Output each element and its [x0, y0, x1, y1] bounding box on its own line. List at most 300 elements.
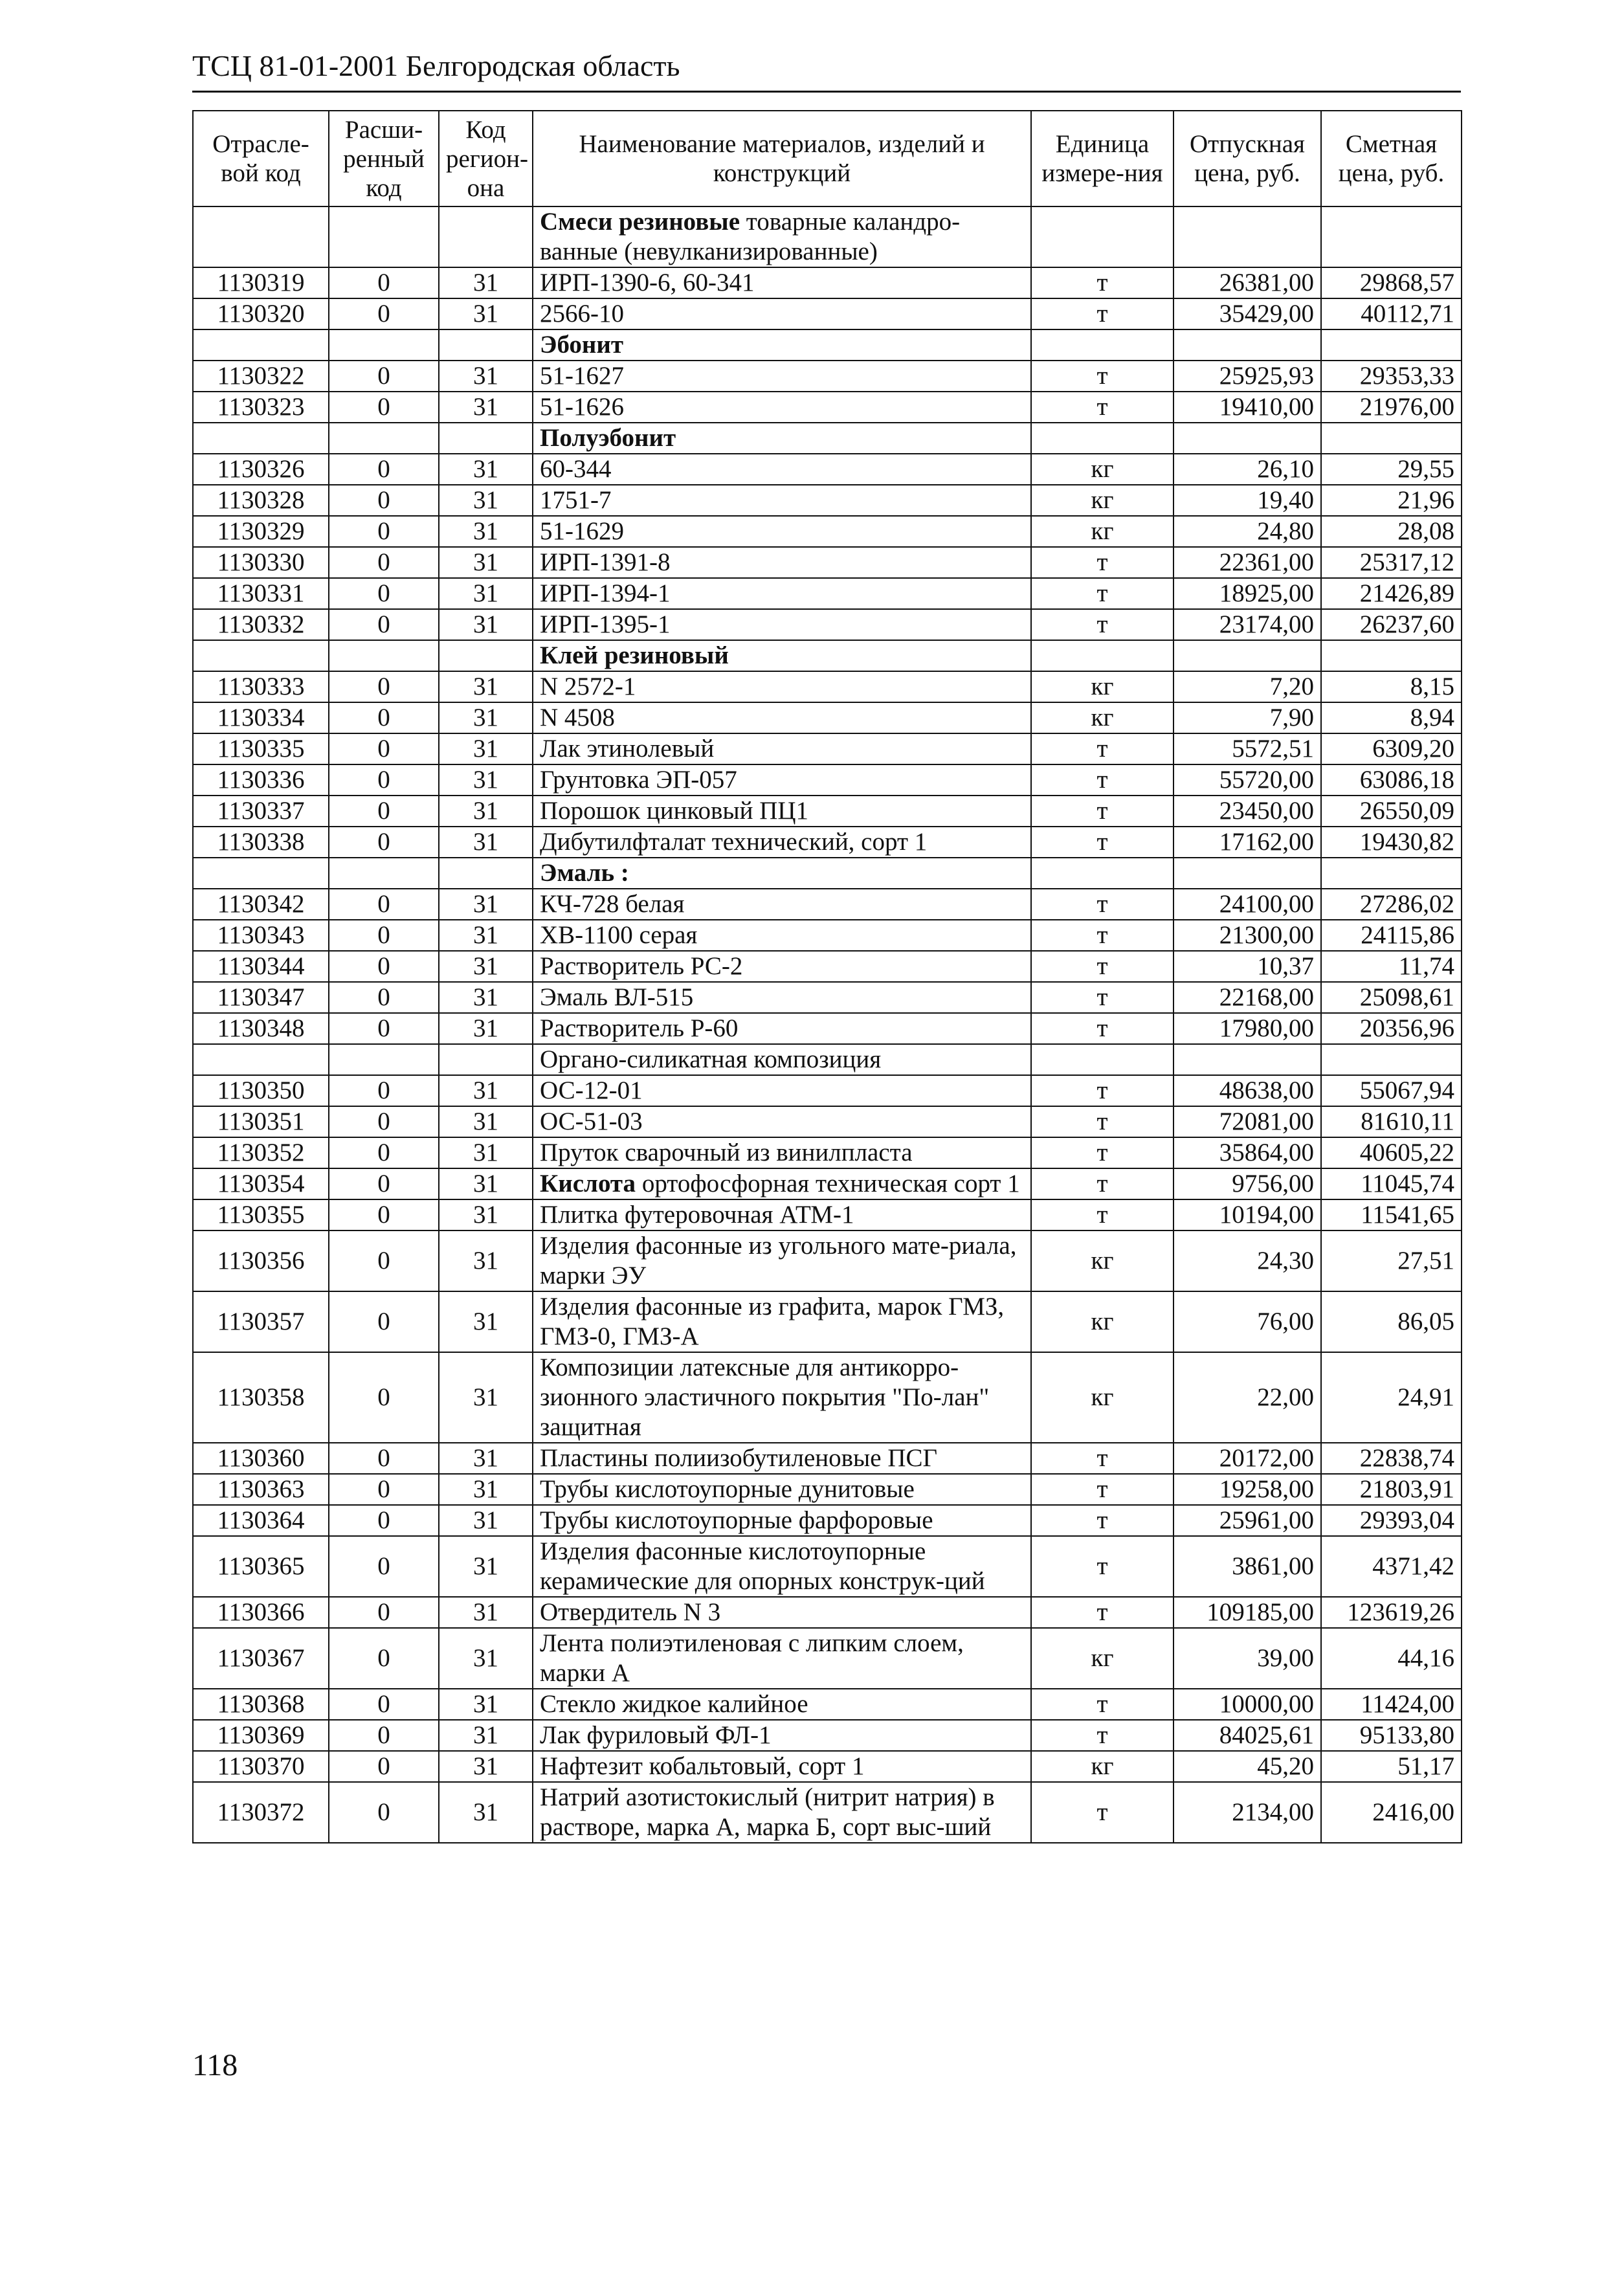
cell-ext: 0 [329, 1106, 439, 1137]
cell-code: 1130338 [193, 827, 329, 858]
cell-code: 1130357 [193, 1291, 329, 1352]
table-row [193, 1474, 1462, 1505]
cell-ext: 0 [329, 1231, 439, 1291]
cell-region: 31 [439, 1689, 533, 1720]
cell-estimate-price: 81610,11 [1321, 1106, 1462, 1137]
cell-unit: кг [1031, 1231, 1174, 1291]
cell-region: 31 [439, 1106, 533, 1137]
cell-name-bold: Кислота [540, 1170, 636, 1197]
cell-code: 1130369 [193, 1720, 329, 1751]
cell-estimate-price: 11541,65 [1321, 1199, 1462, 1231]
cell-name-text: N 2572-1 [540, 673, 636, 700]
cell-ext: 0 [329, 1751, 439, 1782]
empty-cell [329, 329, 439, 361]
cell-region: 31 [439, 827, 533, 858]
column-header-unit: Единица измере-ния [1031, 111, 1174, 206]
empty-cell [1031, 329, 1174, 361]
table-row [193, 1199, 1462, 1231]
cell-unit: т [1031, 1782, 1174, 1843]
cell-name [533, 609, 1031, 640]
cell-unit: т [1031, 578, 1174, 609]
cell-unit: кг [1031, 516, 1174, 547]
cell-region: 31 [439, 1751, 533, 1782]
empty-cell [1321, 329, 1462, 361]
cell-release-price: 26,10 [1174, 454, 1321, 485]
cell-ext: 0 [329, 827, 439, 858]
cell-release-price: 25961,00 [1174, 1505, 1321, 1536]
cell-estimate-price: 4371,42 [1321, 1536, 1462, 1597]
cell-unit: т [1031, 267, 1174, 298]
cell-name [533, 298, 1031, 329]
cell-release-price: 24,30 [1174, 1231, 1321, 1291]
cell-release-price: 2134,00 [1174, 1782, 1321, 1843]
cell-release-price: 22361,00 [1174, 547, 1321, 578]
cell-name [533, 578, 1031, 609]
table-row [193, 1013, 1462, 1044]
cell-region: 31 [439, 1505, 533, 1536]
table-row [193, 1505, 1462, 1536]
cell-estimate-price: 40112,71 [1321, 298, 1462, 329]
table-row [193, 702, 1462, 733]
cell-name-text: 60-344 [540, 455, 612, 483]
cell-release-price: 22168,00 [1174, 982, 1321, 1013]
table-row [193, 982, 1462, 1013]
column-header-region: Код регион-она [439, 111, 533, 206]
cell-release-price: 48638,00 [1174, 1075, 1321, 1106]
cell-release-price: 19258,00 [1174, 1474, 1321, 1505]
column-header-estimate-price: Сметная цена, руб. [1321, 111, 1462, 206]
cell-name-text: Стекло жидкое калийное [540, 1690, 808, 1718]
cell-estimate-price: 6309,20 [1321, 733, 1462, 764]
cell-ext: 0 [329, 298, 439, 329]
table-row [193, 516, 1462, 547]
cell-name [533, 1291, 1031, 1352]
cell-name-text: Изделия фасонные из графита, марок ГМЗ, ГМЗ-0, ГМЗ-А [540, 1293, 1005, 1350]
cell-release-price: 23174,00 [1174, 609, 1321, 640]
cell-name-text: Грунтовка ЭП-057 [540, 766, 737, 794]
cell-name [533, 733, 1031, 764]
page-header: ТСЦ 81-01-2001 Белгородская область [192, 47, 1461, 93]
cell-name-text: Плитка футеровочная АТМ-1 [540, 1201, 854, 1229]
cell-region: 31 [439, 1536, 533, 1597]
empty-cell [329, 858, 439, 889]
cell-unit: т [1031, 951, 1174, 982]
table-row [193, 920, 1462, 951]
cell-estimate-price: 29,55 [1321, 454, 1462, 485]
table-row [193, 1751, 1462, 1782]
cell-release-price: 55720,00 [1174, 764, 1321, 796]
section-title-rest: товарные каландро-ванные (невулканизированные) [540, 208, 961, 265]
cell-unit: т [1031, 1597, 1174, 1628]
cell-name [533, 827, 1031, 858]
page-number: 118 [192, 2048, 238, 2082]
cell-name [533, 702, 1031, 733]
cell-unit: т [1031, 1720, 1174, 1751]
empty-cell [1031, 858, 1174, 889]
table-row [193, 951, 1462, 982]
cell-estimate-price: 21,96 [1321, 485, 1462, 516]
cell-release-price: 5572,51 [1174, 733, 1321, 764]
cell-estimate-price: 29868,57 [1321, 267, 1462, 298]
cell-unit: т [1031, 796, 1174, 827]
cell-region: 31 [439, 609, 533, 640]
cell-code: 1130326 [193, 454, 329, 485]
cell-name [533, 1536, 1031, 1597]
section-title [533, 329, 1031, 361]
cell-code: 1130322 [193, 361, 329, 392]
cell-code: 1130330 [193, 547, 329, 578]
cell-name [533, 1106, 1031, 1137]
cell-region: 31 [439, 485, 533, 516]
cell-release-price: 21300,00 [1174, 920, 1321, 951]
empty-cell [439, 423, 533, 454]
section-row [193, 1044, 1462, 1075]
section-title-bold: Полуэбонит [540, 424, 676, 452]
empty-cell [1031, 1044, 1174, 1075]
section-row [193, 206, 1462, 267]
cell-unit: т [1031, 298, 1174, 329]
cell-ext: 0 [329, 1782, 439, 1843]
cell-ext: 0 [329, 1505, 439, 1536]
table-row [193, 889, 1462, 920]
cell-unit: т [1031, 920, 1174, 951]
cell-region: 31 [439, 547, 533, 578]
cell-region: 31 [439, 578, 533, 609]
cell-release-price: 45,20 [1174, 1751, 1321, 1782]
cell-estimate-price: 25098,61 [1321, 982, 1462, 1013]
cell-release-price: 17162,00 [1174, 827, 1321, 858]
cell-ext: 0 [329, 361, 439, 392]
table-row [193, 1443, 1462, 1474]
cell-name [533, 1505, 1031, 1536]
cell-estimate-price: 29393,04 [1321, 1505, 1462, 1536]
cell-estimate-price: 27286,02 [1321, 889, 1462, 920]
cell-name-text: Лак фуриловый ФЛ-1 [540, 1721, 772, 1749]
empty-cell [1321, 858, 1462, 889]
cell-name-text: Растворитель РС-2 [540, 952, 743, 980]
table-row [193, 267, 1462, 298]
cell-release-price: 18925,00 [1174, 578, 1321, 609]
cell-name-text: Эмаль ВЛ-515 [540, 983, 694, 1011]
empty-cell [439, 1044, 533, 1075]
cell-unit: т [1031, 609, 1174, 640]
cell-code: 1130366 [193, 1597, 329, 1628]
cell-name-text: Трубы кислотоупорные фарфоровые [540, 1506, 933, 1534]
section-title [533, 423, 1031, 454]
cell-estimate-price: 8,94 [1321, 702, 1462, 733]
cell-estimate-price: 123619,26 [1321, 1597, 1462, 1628]
cell-code: 1130356 [193, 1231, 329, 1291]
cell-region: 31 [439, 1291, 533, 1352]
cell-name-text: Трубы кислотоупорные дунитовые [540, 1475, 915, 1503]
section-title-rest: Органо-силикатная композиция [540, 1045, 882, 1073]
cell-release-price: 10,37 [1174, 951, 1321, 982]
cell-estimate-price: 25317,12 [1321, 547, 1462, 578]
cell-code: 1130350 [193, 1075, 329, 1106]
cell-ext: 0 [329, 392, 439, 423]
cell-region: 31 [439, 1231, 533, 1291]
cell-ext: 0 [329, 796, 439, 827]
column-header-ext: Расши-ренный код [329, 111, 439, 206]
table-row [193, 764, 1462, 796]
table-row [193, 1689, 1462, 1720]
table-row [193, 298, 1462, 329]
table-row [193, 1720, 1462, 1751]
empty-cell [1321, 423, 1462, 454]
cell-code: 1130370 [193, 1751, 329, 1782]
table-row [193, 733, 1462, 764]
empty-cell [1174, 1044, 1321, 1075]
empty-cell [329, 206, 439, 267]
section-row [193, 640, 1462, 671]
cell-release-price: 76,00 [1174, 1291, 1321, 1352]
cell-name [533, 1013, 1031, 1044]
cell-ext: 0 [329, 1199, 439, 1231]
cell-code: 1130363 [193, 1474, 329, 1505]
cell-region: 31 [439, 951, 533, 982]
cell-unit: т [1031, 1443, 1174, 1474]
table-row [193, 1597, 1462, 1628]
cell-unit: т [1031, 982, 1174, 1013]
cell-unit: кг [1031, 671, 1174, 702]
empty-cell [1174, 640, 1321, 671]
cell-code: 1130329 [193, 516, 329, 547]
cell-code: 1130354 [193, 1168, 329, 1199]
cell-code: 1130323 [193, 392, 329, 423]
cell-name-text: ИРП-1390-6, 60-341 [540, 269, 755, 296]
cell-name-text: Дибутилфталат технический, сорт 1 [540, 828, 928, 856]
cell-ext: 0 [329, 1168, 439, 1199]
empty-cell [1174, 329, 1321, 361]
cell-release-price: 3861,00 [1174, 1536, 1321, 1597]
cell-ext: 0 [329, 1352, 439, 1443]
cell-name-text: ортофосфорная техническая сорт 1 [636, 1170, 1020, 1197]
cell-region: 31 [439, 671, 533, 702]
cell-name [533, 764, 1031, 796]
cell-name [533, 1751, 1031, 1782]
cell-unit: т [1031, 764, 1174, 796]
cell-name [533, 1075, 1031, 1106]
cell-name-text: Пруток сварочный из винилпласта [540, 1139, 913, 1166]
cell-region: 31 [439, 1075, 533, 1106]
cell-code: 1130352 [193, 1137, 329, 1168]
cell-name [533, 1443, 1031, 1474]
cell-region: 31 [439, 392, 533, 423]
cell-name-text: ОС-12-01 [540, 1076, 643, 1104]
cell-code: 1130344 [193, 951, 329, 982]
empty-cell [193, 423, 329, 454]
table-row [193, 1168, 1462, 1199]
cell-unit: т [1031, 392, 1174, 423]
table-row [193, 485, 1462, 516]
cell-name-text: N 4508 [540, 704, 615, 731]
cell-code: 1130320 [193, 298, 329, 329]
cell-estimate-price: 24115,86 [1321, 920, 1462, 951]
cell-unit: т [1031, 1168, 1174, 1199]
cell-name [533, 951, 1031, 982]
cell-code: 1130328 [193, 485, 329, 516]
cell-estimate-price: 22838,74 [1321, 1443, 1462, 1474]
cell-name-text: 1751-7 [540, 486, 612, 514]
cell-ext: 0 [329, 764, 439, 796]
cell-region: 31 [439, 1474, 533, 1505]
empty-cell [439, 329, 533, 361]
cell-ext: 0 [329, 1137, 439, 1168]
empty-cell [1321, 640, 1462, 671]
cell-name [533, 1474, 1031, 1505]
cell-unit: т [1031, 733, 1174, 764]
empty-cell [439, 640, 533, 671]
cell-ext: 0 [329, 609, 439, 640]
cell-unit: т [1031, 361, 1174, 392]
empty-cell [1174, 858, 1321, 889]
empty-cell [439, 206, 533, 267]
cell-name [533, 392, 1031, 423]
cell-region: 31 [439, 516, 533, 547]
cell-release-price: 24100,00 [1174, 889, 1321, 920]
column-header-code: Отрасле-вой код [193, 111, 329, 206]
cell-name-text: 51-1627 [540, 362, 624, 390]
cell-name [533, 1168, 1031, 1199]
cell-name-text: Композиции латексные для антикорро-зионного эластичного покрытия "По-лан" защитная [540, 1353, 990, 1441]
empty-cell [193, 640, 329, 671]
cell-release-price: 39,00 [1174, 1628, 1321, 1689]
table-row [193, 1536, 1462, 1597]
cell-name [533, 920, 1031, 951]
cell-ext: 0 [329, 1443, 439, 1474]
cell-code: 1130348 [193, 1013, 329, 1044]
cell-region: 31 [439, 1720, 533, 1751]
cell-region: 31 [439, 1352, 533, 1443]
cell-ext: 0 [329, 1291, 439, 1352]
cell-ext: 0 [329, 1689, 439, 1720]
cell-unit: т [1031, 1474, 1174, 1505]
cell-region: 31 [439, 361, 533, 392]
cell-region: 31 [439, 1597, 533, 1628]
cell-estimate-price: 63086,18 [1321, 764, 1462, 796]
cell-name [533, 485, 1031, 516]
table-row [193, 1075, 1462, 1106]
cell-ext: 0 [329, 982, 439, 1013]
cell-code: 1130319 [193, 267, 329, 298]
cell-name [533, 547, 1031, 578]
section-row [193, 858, 1462, 889]
cell-estimate-price: 55067,94 [1321, 1075, 1462, 1106]
cell-estimate-price: 11045,74 [1321, 1168, 1462, 1199]
cell-name [533, 671, 1031, 702]
cell-unit: т [1031, 547, 1174, 578]
section-title [533, 858, 1031, 889]
cell-unit: кг [1031, 485, 1174, 516]
section-title-bold: Эмаль : [540, 859, 629, 887]
cell-release-price: 23450,00 [1174, 796, 1321, 827]
section-title-bold: Клей резиновый [540, 641, 729, 669]
cell-unit: т [1031, 827, 1174, 858]
table-row [193, 361, 1462, 392]
cell-name-text: ИРП-1391-8 [540, 548, 671, 576]
cell-release-price: 7,90 [1174, 702, 1321, 733]
cell-region: 31 [439, 764, 533, 796]
column-header-name: Наименование материалов, изделий и конструкций [533, 111, 1031, 206]
cell-release-price: 7,20 [1174, 671, 1321, 702]
cell-ext: 0 [329, 671, 439, 702]
empty-cell [1031, 206, 1174, 267]
cell-estimate-price: 8,15 [1321, 671, 1462, 702]
cell-release-price: 35429,00 [1174, 298, 1321, 329]
cell-code: 1130364 [193, 1505, 329, 1536]
cell-ext: 0 [329, 454, 439, 485]
cell-ext: 0 [329, 1075, 439, 1106]
cell-name-text: 51-1629 [540, 517, 624, 545]
cell-region: 31 [439, 1168, 533, 1199]
table-row [193, 454, 1462, 485]
cell-name-text: Лента полиэтиленовая с липким слоем, марки А [540, 1629, 964, 1687]
cell-name [533, 889, 1031, 920]
cell-unit: т [1031, 1536, 1174, 1597]
cell-name [533, 1199, 1031, 1231]
cell-estimate-price: 26237,60 [1321, 609, 1462, 640]
cell-name-text: 2566-10 [540, 300, 624, 328]
cell-ext: 0 [329, 1013, 439, 1044]
column-header-release-price: Отпускная цена, руб. [1174, 111, 1321, 206]
cell-name-text: Порошок цинковый ПЦ1 [540, 797, 809, 825]
table-row [193, 1628, 1462, 1689]
cell-code: 1130331 [193, 578, 329, 609]
cell-name-text: ИРП-1394-1 [540, 579, 671, 607]
cell-code: 1130351 [193, 1106, 329, 1137]
cell-name-text: ОС-51-03 [540, 1108, 643, 1135]
empty-cell [1321, 1044, 1462, 1075]
cell-unit: т [1031, 1199, 1174, 1231]
cell-name [533, 1352, 1031, 1443]
cell-ext: 0 [329, 578, 439, 609]
cell-estimate-price: 51,17 [1321, 1751, 1462, 1782]
table-row [193, 1291, 1462, 1352]
cell-estimate-price: 21803,91 [1321, 1474, 1462, 1505]
cell-code: 1130372 [193, 1782, 329, 1843]
empty-cell [193, 1044, 329, 1075]
cell-ext: 0 [329, 889, 439, 920]
cell-unit: т [1031, 1106, 1174, 1137]
cell-region: 31 [439, 920, 533, 951]
empty-cell [193, 858, 329, 889]
cell-region: 31 [439, 1782, 533, 1843]
cell-estimate-price: 44,16 [1321, 1628, 1462, 1689]
empty-cell [1031, 423, 1174, 454]
cell-name [533, 1720, 1031, 1751]
cell-code: 1130335 [193, 733, 329, 764]
empty-cell [193, 329, 329, 361]
cell-estimate-price: 19430,82 [1321, 827, 1462, 858]
cell-region: 31 [439, 1137, 533, 1168]
cell-release-price: 10000,00 [1174, 1689, 1321, 1720]
cell-estimate-price: 26550,09 [1321, 796, 1462, 827]
cell-code: 1130368 [193, 1689, 329, 1720]
cell-name [533, 1231, 1031, 1291]
cell-unit: кг [1031, 702, 1174, 733]
table-row [193, 1352, 1462, 1443]
cell-estimate-price: 20356,96 [1321, 1013, 1462, 1044]
cell-estimate-price: 11,74 [1321, 951, 1462, 982]
table-row [193, 392, 1462, 423]
cell-estimate-price: 21426,89 [1321, 578, 1462, 609]
cell-unit: т [1031, 1689, 1174, 1720]
cell-code: 1130367 [193, 1628, 329, 1689]
cell-release-price: 72081,00 [1174, 1106, 1321, 1137]
cell-release-price: 22,00 [1174, 1352, 1321, 1443]
cell-region: 31 [439, 454, 533, 485]
cell-region: 31 [439, 702, 533, 733]
